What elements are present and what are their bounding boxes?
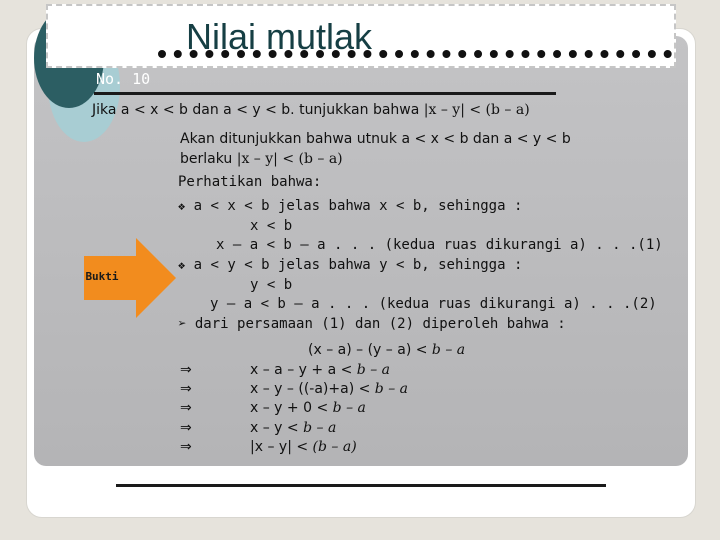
diamond-bullet-icon: ❖ <box>178 258 186 272</box>
derivation-lhs: x – y + 0 < <box>250 400 329 416</box>
title-box <box>46 4 676 68</box>
derivation-rhs: (b – a) <box>312 439 357 455</box>
derivation-rhs: b – a <box>356 362 391 378</box>
bottom-rule <box>116 484 606 487</box>
implies-icon: ⇒ <box>180 362 192 378</box>
derivation-step <box>250 437 357 457</box>
arrowhead-bullet-icon: ➢ <box>178 316 187 332</box>
implies-icon: ⇒ <box>180 439 192 455</box>
proof-line: x < b <box>250 218 293 234</box>
proof-bullet-2-text: a < y < b jelas bahwa y < b, sehingga : <box>193 257 523 273</box>
problem-statement <box>92 102 530 118</box>
proof-bullet-3-text: dari persamaan (1) dan (2) diperoleh bahwa : <box>194 316 566 332</box>
proof-bullet-2 <box>178 255 522 275</box>
diamond-bullet-icon: ❖ <box>178 199 186 213</box>
proof-bullet-1 <box>178 196 522 216</box>
derivation-step <box>250 418 336 438</box>
derivation-rhs: b – a <box>303 420 337 436</box>
derivation-lhs: x – y – ((-a)+a) < <box>250 381 371 397</box>
problem-number: No. 10 <box>96 70 151 88</box>
derivation-step <box>250 398 366 418</box>
goal-line-2-expr: |x – y| < (b – a) <box>236 151 343 167</box>
proof-arrow-label: Bukti <box>85 270 119 283</box>
derivation-lhs: (x – a) – (y – a) < <box>308 342 428 358</box>
proof-line: y < b <box>250 277 293 293</box>
top-rule <box>94 92 556 95</box>
goal-line-1: Akan ditunjukkan bahwa utnuk a < x < b dan a < y < b <box>180 131 571 147</box>
derivation-step <box>250 379 408 399</box>
derivation-step <box>308 340 465 360</box>
statement-expr: |x – y| < (b – a) <box>423 102 530 118</box>
derivation-rhs: b – a <box>332 400 366 416</box>
implies-icon: ⇒ <box>180 420 192 436</box>
derivation-lhs: x – a – y + a < <box>250 362 353 378</box>
proof-line: y – a < b – a . . . (kedua ruas dikurangi a) . . .(2) <box>210 296 657 312</box>
proof-bullet-1-text: a < x < b jelas bahwa x < b, sehingga : <box>193 198 523 214</box>
implies-icon: ⇒ <box>180 381 192 397</box>
proof-line: x – a < b – a . . . (kedua ruas dikurangi a) . . .(1) <box>216 237 663 253</box>
proof-intro: Perhatikan bahwa: <box>178 174 322 190</box>
implies-icon: ⇒ <box>180 400 192 416</box>
derivation-lhs: |x – y| < <box>250 439 309 455</box>
proof-bullet-3 <box>178 314 566 334</box>
goal-line-2 <box>180 149 343 169</box>
derivation-step <box>250 360 390 380</box>
goal-line-2-text: berlaku <box>180 151 233 167</box>
derivation-rhs: b – a <box>374 381 409 397</box>
slide-title: Nilai mutlak <box>186 16 373 57</box>
title-dotted-underline <box>158 48 672 58</box>
derivation-rhs: b – a <box>431 342 466 358</box>
derivation-lhs: x – y < <box>250 420 299 436</box>
statement-lead: Jika a < x < b dan a < y < b. tunjukkan bahwa <box>92 102 420 118</box>
